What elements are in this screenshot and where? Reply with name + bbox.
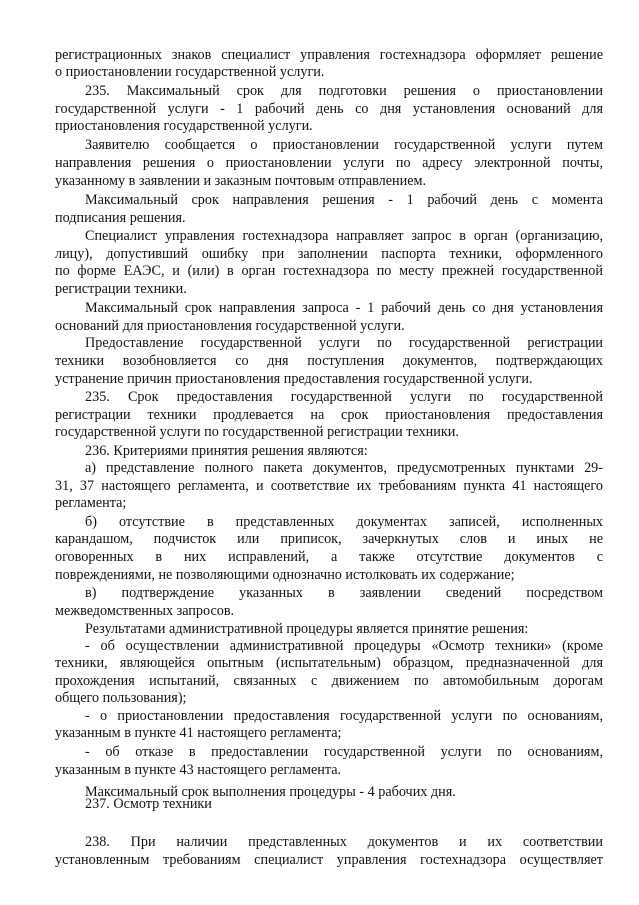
text-line: регистрации техники продлевается на срок приостановления предоставления (55, 407, 603, 423)
text-line: Заявителю сообщается о приостановлении государственной услуги путем (85, 137, 603, 153)
text-line: 237. Осмотр техники (85, 796, 212, 812)
text-line: лицу), допустивший ошибку при заполнении паспорта техники, оформленного (55, 246, 603, 262)
text-line: направления решения о приостановлении услуги по адресу электронной почты, (55, 155, 603, 171)
text-line: - об осуществлении административной процедуры «Осмотр техники» (кроме (85, 638, 603, 654)
text-line: о приостановлении государственной услуги. (55, 64, 325, 80)
text-line: общего пользования); (55, 690, 187, 706)
text-line: в) подтверждение указанных в заявлении сведений посредством (85, 585, 603, 601)
text-line: Предоставление государственной услуги по государственной регистрации (85, 335, 603, 351)
text-line: государственной услуги - 1 рабочий день со дня установления оснований для (55, 101, 603, 117)
text-line: техники возобновляется со дня поступления документов, подтверждающих (55, 353, 603, 369)
text-line: Максимальный срок направления решения - 1 рабочий день с момента (85, 192, 603, 208)
text-line: Максимальный срок выполнения процедуры - 4 рабочих дня. (85, 784, 456, 800)
text-line: а) представление полного пакета документов, предусмотренных пунктами 29- (85, 460, 603, 476)
text-line: 235. Срок предоставления государственной услуги по государственной (85, 389, 603, 405)
text-line: повреждениями, не позволяющими однозначно истолковать их содержание; (55, 567, 515, 583)
text-line: Специалист управления гостехнадзора направляет запрос в орган (организацию, (85, 228, 603, 244)
text-line: подписания решения. (55, 210, 186, 226)
text-line: Результатами административной процедуры является принятие решения: (85, 621, 529, 637)
text-line: 31, 37 настоящего регламента, и соответствие их требованиям пункта 41 настоящего (55, 478, 603, 494)
text-line: техники, являющейся опытным (испытательным) образцом, предназначенной для (55, 655, 603, 671)
text-line: регламента; (55, 495, 127, 511)
text-line: б) отсутствие в представленных документах записей, исполненных (85, 514, 603, 530)
text-line: Максимальный срок направления запроса - 1 рабочий день со дня установления (85, 300, 603, 316)
text-line: указанным в пункте 43 настоящего регламента. (55, 762, 342, 778)
text-line: 235. Максимальный срок для подготовки решения о приостановлении (85, 83, 603, 99)
text-line: - об отказе в предоставлении государственной услуги по основаниям, (85, 744, 603, 760)
text-line: регистрационных знаков специалист управления гостехнадзора оформляет решение (55, 47, 603, 63)
text-line: приостановления государственной услуги. (55, 118, 313, 134)
text-line: оговоренных в них исправлений, а также отсутствие документов с (55, 549, 603, 565)
text-line: государственной услуги по государственной регистрации техники. (55, 424, 459, 440)
text-line: устранение причин приостановления предоставления государственной услуги. (55, 371, 533, 387)
text-line: 236. Критериями принятия решения являются: (85, 443, 368, 459)
text-line: оснований для приостановления государственной услуги. (55, 318, 405, 334)
text-line: регистрации техники. (55, 281, 187, 297)
text-line: - о приостановлении предоставления государственной услуги по основаниям, (85, 708, 603, 724)
text-line: прохождения испытаний, связанных с движением по автомобильным дорогам (55, 673, 603, 689)
text-line: по форме ЕАЭС, и (или) в орган гостехнадзора по месту прежней государственной (55, 263, 603, 279)
text-line: установленным требованиям специалист управления гостехнадзора осуществляет (55, 852, 603, 868)
text-line: карандашом, подчисток или приписок, зачеркнутых слов и иных не (55, 531, 603, 547)
text-line: 238. При наличии представленных документов и их соответствии (85, 834, 603, 850)
text-line: указанным в пункте 41 настоящего регламента; (55, 725, 342, 741)
text-line: указанному в заявлении и заказным почтовым отправлением. (55, 173, 427, 189)
text-line: межведомственных запросов. (55, 603, 235, 619)
